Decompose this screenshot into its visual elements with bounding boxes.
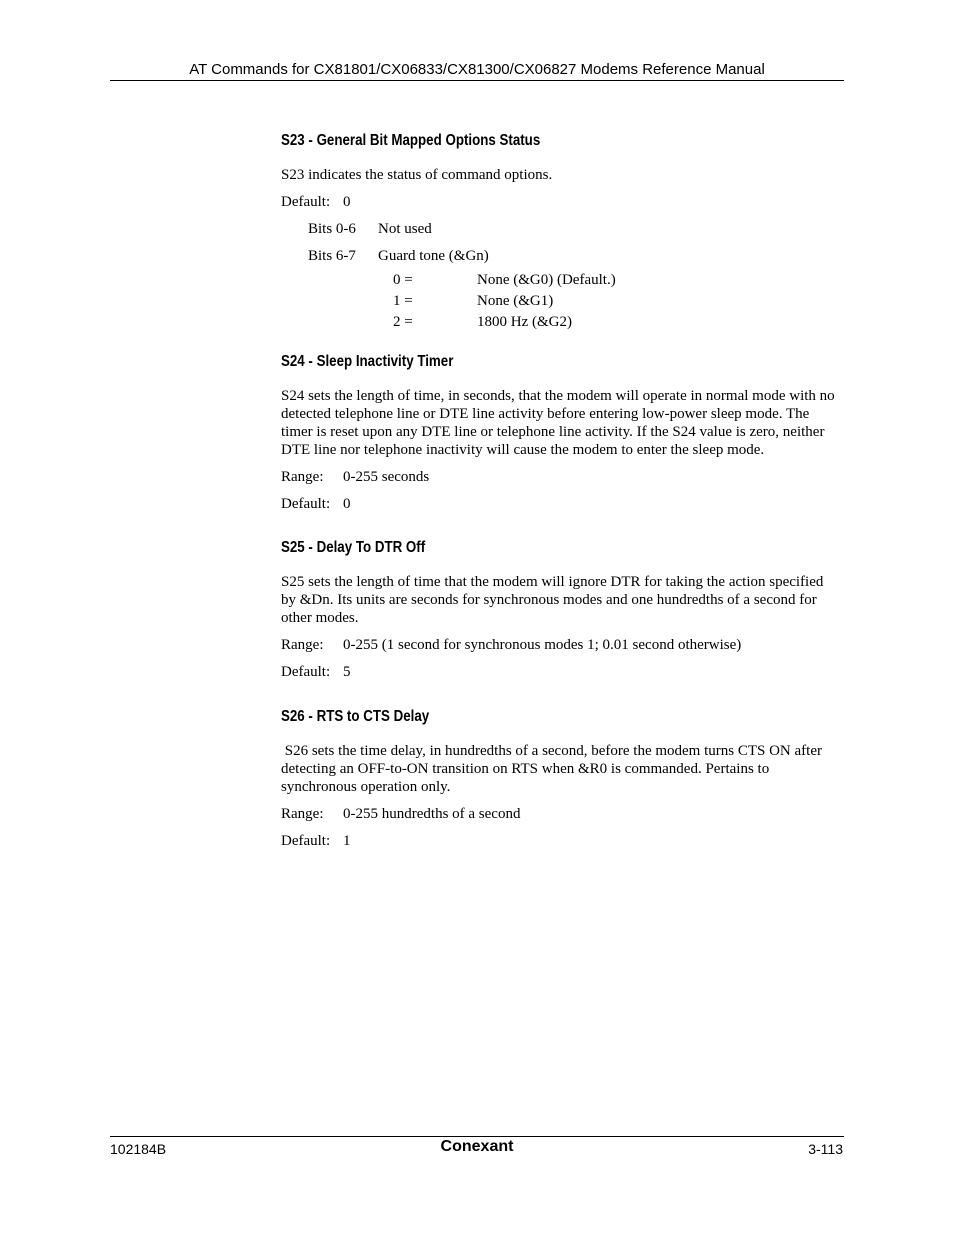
range-value: 0-255 hundredths of a second (343, 806, 521, 822)
default-label: Default: (281, 194, 331, 210)
section-title-s26: S26 - RTS to CTS Delay (281, 708, 430, 725)
default-value: 1 (343, 833, 351, 849)
default-value: 5 (343, 664, 351, 680)
bits-label: Bits 0-6 (308, 221, 356, 237)
section-s23 (281, 130, 841, 331)
section-s24 (281, 351, 841, 513)
default-value: 0 (343, 496, 351, 512)
footer-company: Conexant (440, 1138, 514, 1155)
default-s25 (281, 663, 841, 681)
bits-value: Not used (378, 221, 432, 237)
bits-label: Bits 6-7 (308, 248, 356, 264)
range-s24 (281, 468, 841, 486)
range-s25 (281, 636, 841, 654)
range-value: 0-255 seconds (343, 469, 430, 485)
option-desc: 1800 Hz (&G2) (477, 314, 572, 330)
default-s26 (281, 832, 841, 850)
header-title: AT Commands for CX81801/CX06833/CX81300/CX06827 Modems Reference Manual (189, 61, 765, 78)
bits-row (308, 247, 841, 265)
section-s25 (281, 537, 841, 681)
bits-value: Guard tone (&Gn) (378, 248, 489, 264)
description-s24: S24 sets the length of time, in seconds, that the modem will operate in normal mode with no detected telephone line or DTE line activity before entering low-power sleep mode. The timer is reset upon any DTE line or telephone line activity. If the S24 value is zero, neither DTE line nor telephone inactivity will cause the modem to enter the sleep mode. (281, 388, 835, 458)
range-s26 (281, 805, 841, 823)
section-title-s23: S23 - General Bit Mapped Options Status (281, 132, 541, 149)
description-s23: S23 indicates the status of command options. (281, 167, 553, 183)
option-row (393, 292, 841, 310)
description-s26: S26 sets the time delay, in hundredths of a second, before the modem turns CTS ON after detecting an OFF-to-ON transition on RTS when &R0 is commanded. Pertains to synchronous operation only. (281, 743, 826, 795)
default-label: Default: (281, 496, 331, 512)
default-label: Default: (281, 833, 331, 849)
option-code: 1 = (393, 293, 413, 309)
default-label: Default: (281, 664, 331, 680)
page-content (281, 130, 841, 867)
description-s25: S25 sets the length of time that the modem will ignore DTR for taking the action specified by &Dn. Its units are seconds for synchronous modes and one hundredths of a second for other modes. (281, 574, 824, 626)
footer-page-number: 3-113 (808, 1141, 843, 1157)
bits-row (308, 220, 841, 238)
footer-doc-number: 102184B (110, 1141, 167, 1157)
section-title-s25: S25 - Delay To DTR Off (281, 539, 426, 556)
default-s23 (281, 193, 841, 211)
range-value: 0-255 (1 second for synchronous modes 1; 0.01 second otherwise) (343, 637, 742, 653)
option-code: 0 = (393, 272, 413, 288)
option-row (393, 313, 841, 331)
range-label: Range: (281, 637, 324, 653)
option-desc: None (&G0) (Default.) (477, 272, 616, 288)
footer-divider (110, 1136, 844, 1137)
header-divider (110, 80, 844, 81)
range-label: Range: (281, 806, 324, 822)
section-s26 (281, 706, 841, 850)
default-value: 0 (343, 194, 351, 210)
option-row (393, 271, 841, 289)
option-code: 2 = (393, 314, 413, 330)
section-title-s24: S24 - Sleep Inactivity Timer (281, 353, 454, 370)
range-label: Range: (281, 469, 324, 485)
option-desc: None (&G1) (477, 293, 554, 309)
default-s24 (281, 495, 841, 513)
